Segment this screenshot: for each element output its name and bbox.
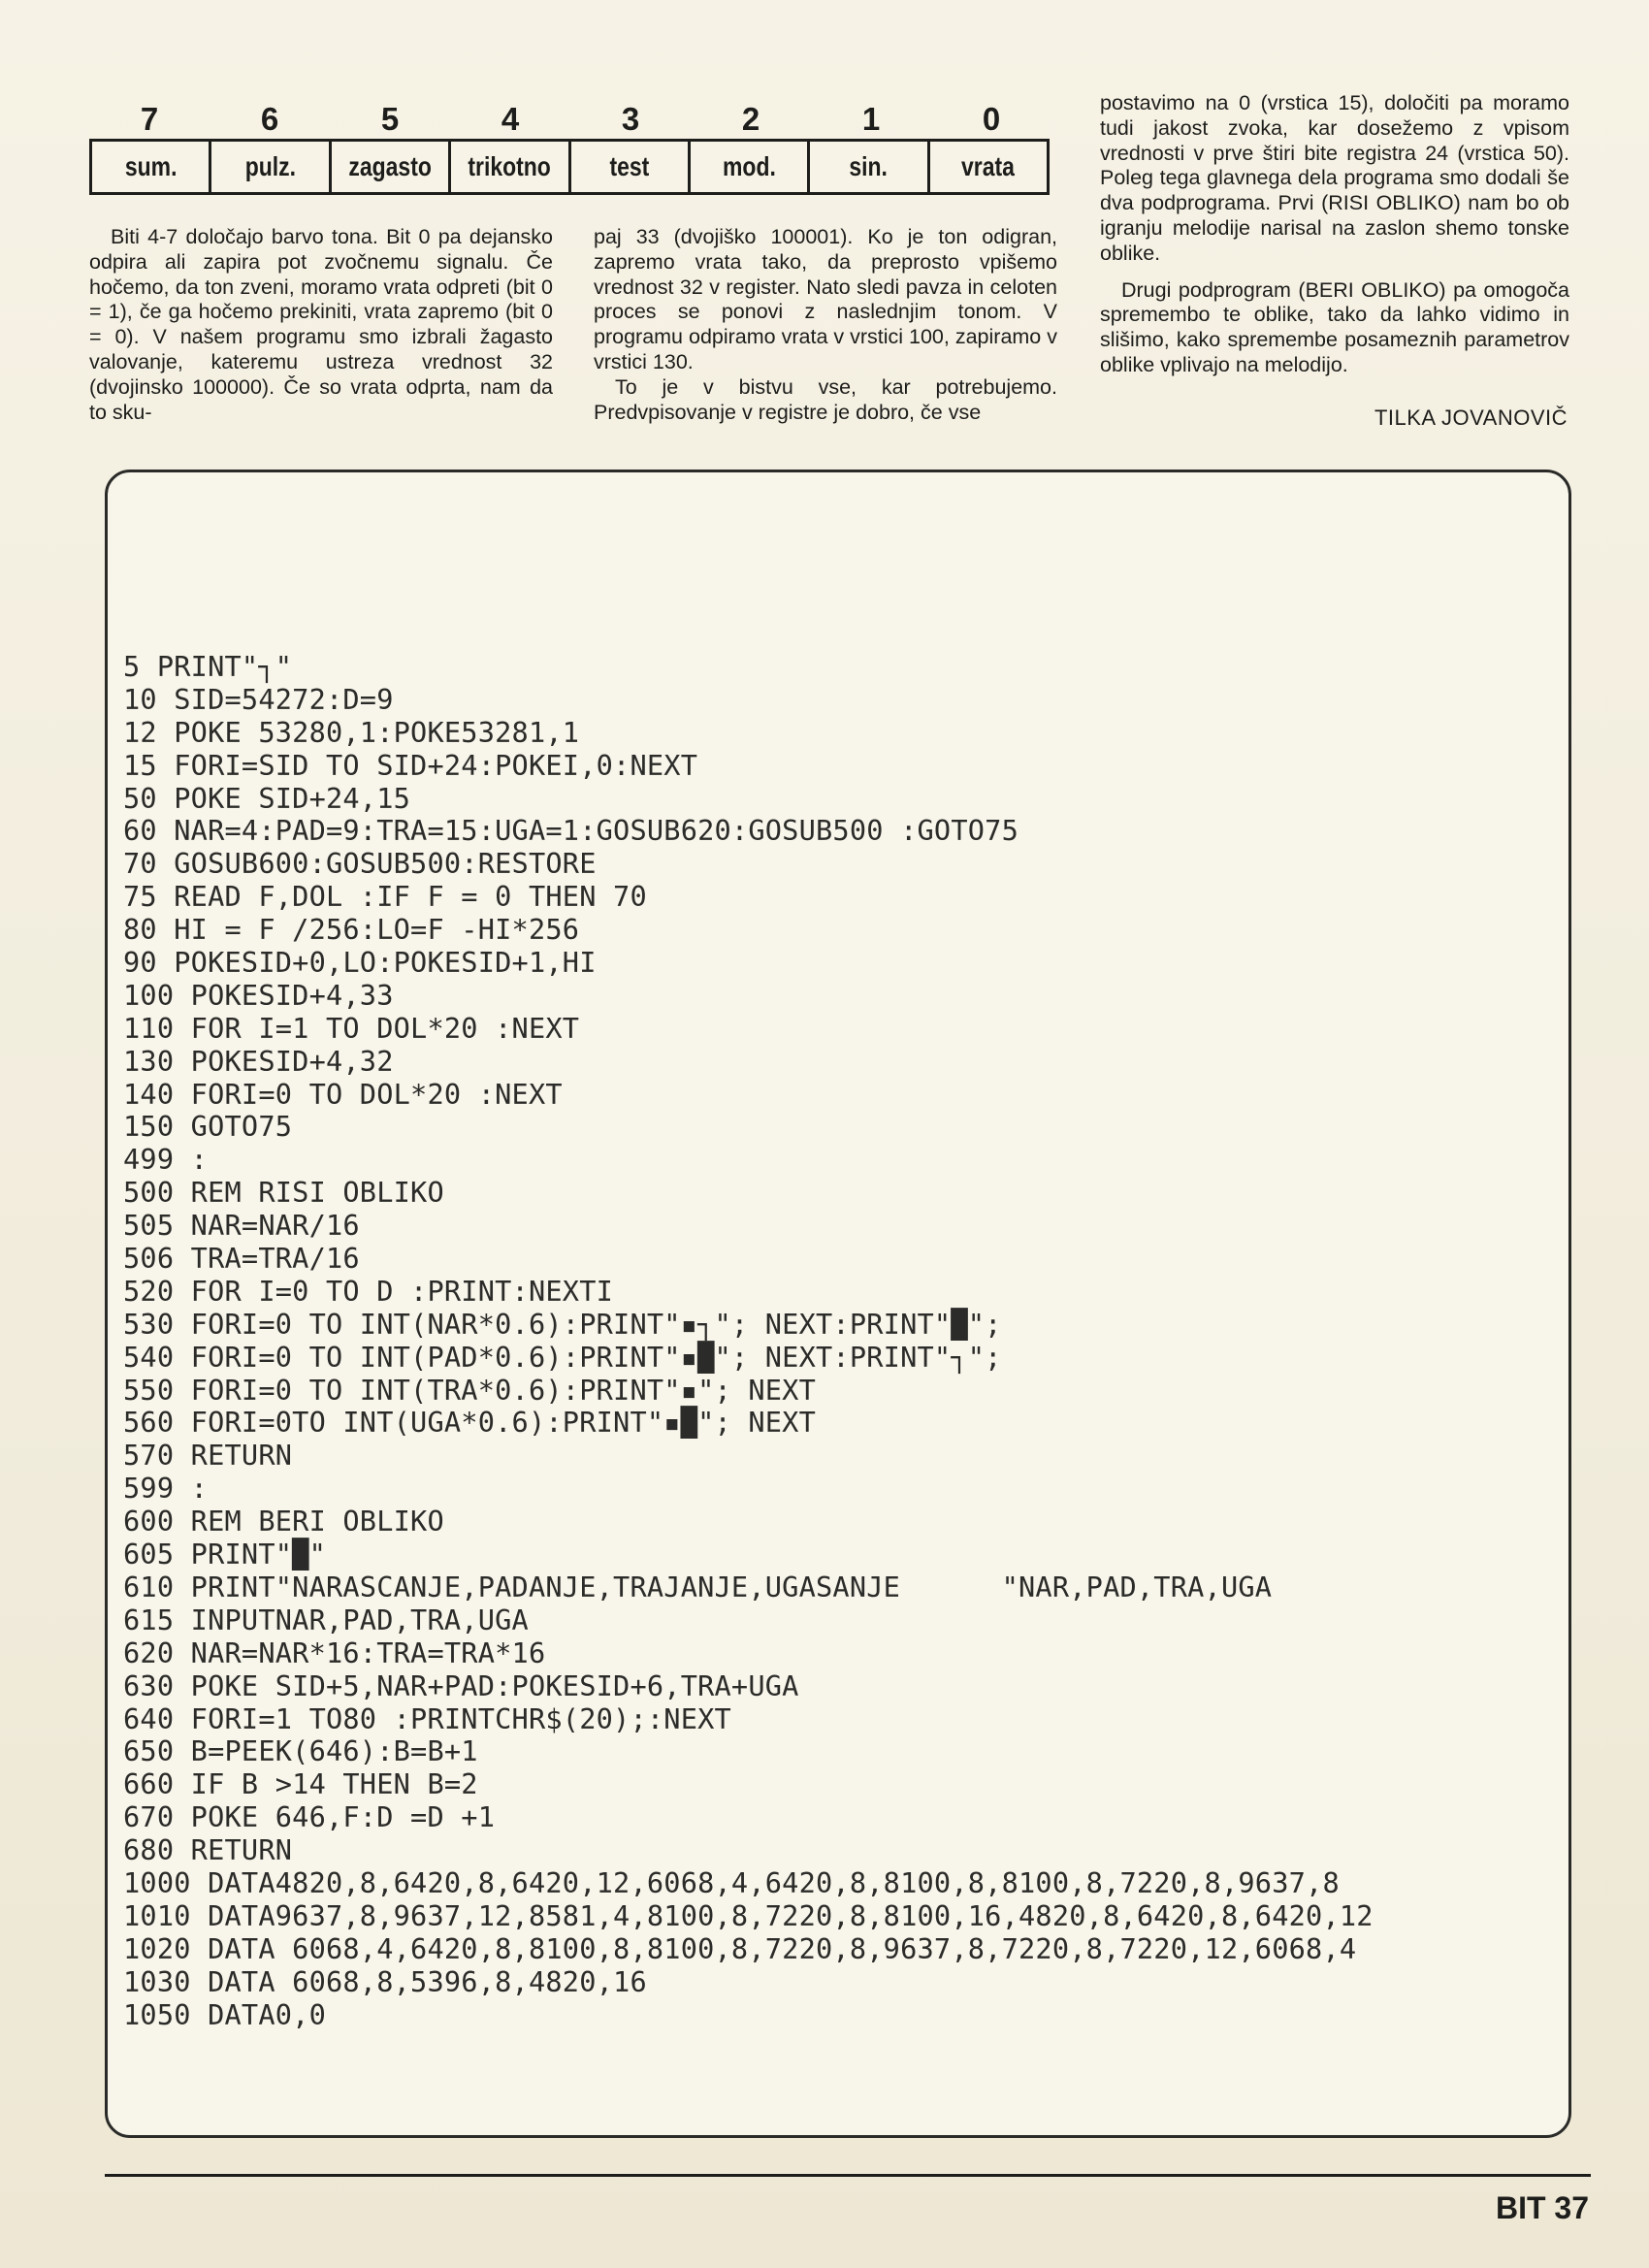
code-line: 499 : [123,1143,209,1177]
code-line: 10 SID=54272:D=9 [123,682,394,716]
bit-number: 6 [260,101,279,137]
article-column-1 [89,225,553,425]
code-line: 560 FORI=0TO INT(UGA*0.6):PRINT"▪█"; NEXT [123,1406,817,1440]
code-line: 630 POKE SID+5,NAR+PAD:POKESID+6,TRA+UGA [123,1669,799,1702]
bit-number: 7 [140,101,159,137]
page-number-label: BIT 37 [1495,2190,1589,2225]
register-cell: sum. [92,142,211,192]
article-column-2 [594,225,1057,425]
code-line: 150 GOTO75 [123,1110,293,1144]
bit-number: 4 [501,101,520,137]
code-line: 110 FOR I=1 TO DOL*20 :NEXT [123,1011,580,1045]
bit-number: 3 [621,101,640,137]
code-line: 570 RETURN [123,1439,293,1473]
code-line: 130 POKESID+4,32 [123,1044,394,1078]
code-line: 530 FORI=0 TO INT(NAR*0.6):PRINT"▪┐"; NEXT:PRINT"█"; [123,1307,1002,1341]
code-line: 1030 DATA 6068,8,5396,8,4820,16 [123,1964,647,1998]
code-line: 540 FORI=0 TO INT(PAD*0.6):PRINT"▪█"; NEXT:PRINT"┐"; [123,1340,1002,1374]
register-cell: vrata [961,151,1016,181]
code-line: 1050 DATA0,0 [123,1997,326,2031]
code-line: 599 : [123,1472,209,1506]
code-line: 5 PRINT"┐" [123,650,293,683]
article-paragraph: Drugi podprogram (BERI OBLIKO) pa omogoča spremembo te oblike, tako da lahko vidimo in slišimo, kako spremembe posameznih parametrov oblike vplivajo na melodijo. [1100,277,1569,376]
bit-number: 2 [741,101,760,137]
code-line: 505 NAR=NAR/16 [123,1209,360,1243]
register-cell: pulz. [211,142,331,192]
code-line: 50 POKE SID+24,15 [123,781,411,815]
code-line: 550 FORI=0 TO INT(TRA*0.6):PRINT"▪"; NEXT [123,1373,817,1407]
code-line: 660 IF B >14 THEN B=2 [123,1767,478,1801]
code-line: 670 POKE 646,F:D =D +1 [123,1800,496,1834]
article-paragraph: Biti 4-7 določajo barvo tona. Bit 0 pa dejansko odpira ali zapira pot zvočnemu signalu. Če hočemo, da ton zveni, moramo vrata odpreti (bit 0 = 1), če ga hočemo prekiniti, vrata zapremo (bit 0 = 0). V našem programu smo izbrali žagasto valovanje, kateremu ustreza vrednost 32 (dvojinsko 100000). Če so vrata odprta, nam da to sku- [89,225,553,424]
code-line: 640 FORI=1 TO80 :PRINTCHR$(20);:NEXT [123,1701,731,1735]
article-paragraph: postavimo na 0 (vrstica 15), določiti pa moramo tudi jakost zvoka, kar dosežemo z vpisom vrednosti v prve štiri bite registra 24 (vrstica 50). Poleg tega glavnega dela programa smo dodali še dva podprograma. Prvi (RISI OBLIKO) nam bo ob igranju melodije narisal na zaslon shemo tonske oblike. [1100,91,1569,265]
code-line: 500 REM RISI OBLIKO [123,1176,444,1210]
code-line: 605 PRINT"█" [123,1538,326,1571]
code-line: 70 GOSUB600:GOSUB500:RESTORE [123,847,597,881]
code-line: 140 FORI=0 TO DOL*20 :NEXT [123,1077,563,1111]
code-line: 90 POKESID+0,LO:POKESID+1,HI [123,946,597,980]
bit-number: 1 [861,101,881,137]
bit-number: 5 [380,101,400,137]
basic-program-listing [123,651,1374,2031]
code-line: 12 POKE 53280,1:POKE53281,1 [123,715,580,749]
code-line: 75 READ F,DOL :IF F = 0 THEN 70 [123,880,647,914]
footer-rule [105,2174,1591,2177]
register-cell: test [571,142,691,192]
code-line: 520 FOR I=0 TO D :PRINT:NEXTI [123,1274,614,1308]
register-bit-numbers [89,101,1050,140]
bit-number: 0 [982,101,1001,137]
code-line: 610 PRINT"NARASCANJE,PADANJE,TRAJANJE,UGASANJE "NAR,PAD,TRA,UGA [123,1570,1273,1604]
code-line: 1010 DATA9637,8,9637,12,8581,4,8100,8,7220,8,8100,16,4820,8,6420,8,6420,12 [123,1898,1374,1932]
register-cell: mod. [691,142,810,192]
code-line: 100 POKESID+4,33 [123,978,394,1012]
register-cell: zagasto [332,142,451,192]
register-cell: trikotno [451,142,570,192]
code-line: 1000 DATA4820,8,6420,8,6420,12,6068,4,6420,8,8100,8,8100,8,7220,8,9637,8 [123,1865,1340,1899]
author-name: TILKA JOVANOVIČ [1374,405,1568,430]
register-cell: sin. [810,142,929,192]
article-paragraph: paj 33 (dvojiško 100001). Ko je ton odigran, zapremo vrata tako, da preprosto vpišemo vrednost 32 v register. Nato sledi pavza in celoten proces se ponovi z naslednjim tonom. V programu odpiramo vrata v vrstici 100, zapiramo v vrstici 130. [594,225,1057,373]
code-line: 60 NAR=4:PAD=9:TRA=15:UGA=1:GOSUB620:GOSUB500 :GOTO75 [123,814,1018,848]
code-line: 1020 DATA 6068,4,6420,8,8100,8,8100,8,7220,8,9637,8,7220,8,7220,12,6068,4 [123,1931,1357,1965]
article-column-3 [1100,91,1569,378]
code-line: 650 B=PEEK(646):B=B+1 [123,1734,478,1768]
code-line: 506 TRA=TRA/16 [123,1242,360,1276]
code-line: 620 NAR=NAR*16:TRA=TRA*16 [123,1636,546,1669]
code-line: 615 INPUTNAR,PAD,TRA,UGA [123,1603,529,1636]
register-table [89,139,1050,195]
article-paragraph: To je v bistvu vse, kar potrebujemo. Predvpisovanje v registre je dobro, če vse [594,374,1057,424]
code-line: 15 FORI=SID TO SID+24:POKEI,0:NEXT [123,748,698,782]
code-line: 680 RETURN [123,1833,293,1867]
code-line: 600 REM BERI OBLIKO [123,1505,444,1539]
code-line: 80 HI = F /256:LO=F -HI*256 [123,913,580,947]
